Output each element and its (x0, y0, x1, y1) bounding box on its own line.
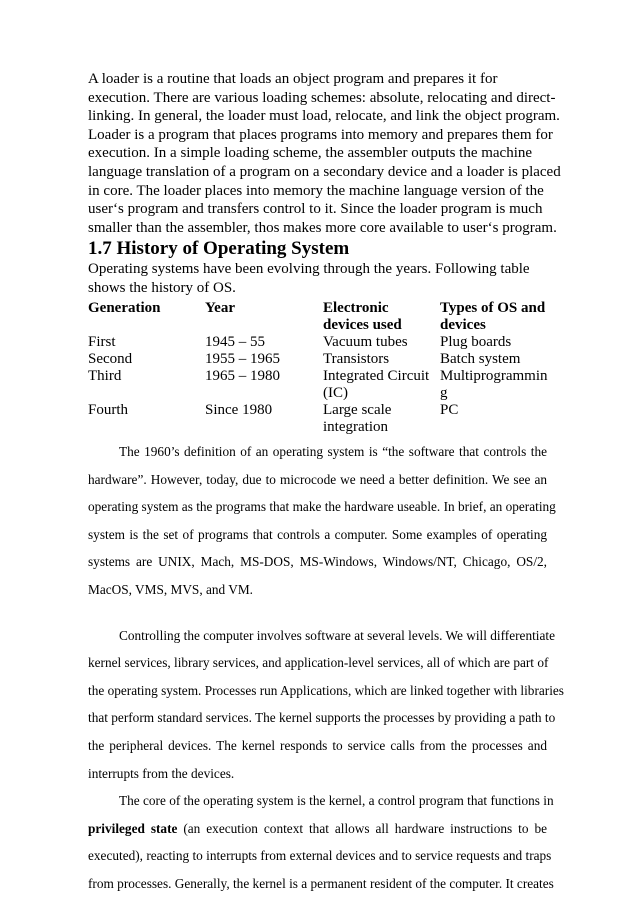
para1-line: The 1960’s definition of an operating system is “the software that controls the (119, 444, 547, 459)
para1-line: MacOS, VMS, MVS, and VM. (88, 581, 254, 597)
upper-text-block (88, 70, 561, 435)
table-cell-device: Vacuum tubes (323, 333, 408, 350)
history-line: shows the history of OS. (88, 279, 236, 296)
lower-text-block (88, 438, 564, 898)
table-cell-device: Transistors (323, 350, 390, 367)
para1-line: system is the set of programs that controls a computer. Some examples of operating (88, 526, 547, 542)
intro-line: linking. In general, the loader must load, relocate, and link the object program. (88, 108, 560, 125)
table-header-electronic: Electronic (323, 299, 389, 316)
table-cell-generation: First (88, 333, 116, 350)
table-cell-os: PC (440, 401, 459, 418)
intro-line: language translation of a program on a secondary device and a loader is placed (88, 163, 561, 180)
para1-line: systems are UNIX, Mach, MS-DOS, MS-Windows, Windows/NT, Chicago, OS/2, (88, 554, 547, 570)
section-heading: 1.7 History of Operating System (88, 238, 350, 260)
para1-line: operating system as the programs that make the hardware useable. In brief, an operating (88, 499, 556, 515)
intro-line: execution. There are various loading schemes: absolute, relocating and direct- (88, 89, 556, 106)
table-cell-os: Batch system (440, 350, 521, 367)
para3-line (88, 815, 547, 843)
table-cell-device-2: (IC) (323, 384, 348, 401)
table-cell-os-2: g (440, 384, 448, 401)
table-header-types: Types of OS and (440, 299, 546, 316)
intro-line: in core. The loader places into memory the machine language version of the (88, 182, 544, 199)
paragraph-gap (88, 604, 547, 622)
intro-line: smaller than the assembler, thos makes more core available to user‘s program. (88, 219, 557, 236)
history-line: Operating systems have been evolving through the years. Following table (88, 261, 530, 278)
table-cell-generation: Second (88, 350, 133, 367)
table-cell-os: Plug boards (440, 333, 512, 350)
para2-line: that perform standard services. The kernel supports the processes by providing a path to (88, 710, 556, 726)
para2-line: the peripheral devices. The kernel responds to service calls from the processes and (88, 737, 547, 753)
table-cell-os: Multiprogrammin (440, 367, 548, 384)
table-cell-device: Large scale (323, 401, 392, 418)
para2-line: kernel services, library services, and application-level services, all of which are part of (88, 655, 549, 671)
table-cell-device: Integrated Circuit (323, 367, 430, 384)
bold-term: privileged state (88, 820, 178, 836)
table-header-electronic-2: devices used (323, 316, 402, 333)
table-cell-year: 1945 – 55 (205, 333, 265, 350)
table-cell-year: 1955 – 1965 (205, 350, 280, 367)
para3-line: The core of the operating system is the kernel, a control program that functions in (119, 793, 554, 809)
para3-line: executed), reacting to interrupts from external devices and to service requests and traps (88, 848, 552, 864)
para2-line: the operating system. Processes run Applications, which are linked together with libraries (88, 682, 564, 698)
table-cell-generation: Third (88, 367, 122, 384)
intro-line: execution. In a simple loading scheme, the assembler outputs the machine (88, 145, 533, 162)
para1-line: hardware”. However, today, due to microcode we need a better definition. We see an (88, 471, 547, 487)
table-cell-generation: Fourth (88, 401, 129, 418)
intro-line: Loader is a program that places programs into memory and prepares them for (88, 126, 553, 143)
os-history-table (88, 298, 558, 435)
para3-line-rest: (an execution context that allows all hardware instructions to be (177, 820, 547, 836)
table-cell-year: Since 1980 (205, 401, 273, 418)
table-header-generation: Generation (88, 299, 161, 316)
intro-line: user‘s program and transfers control to it. Since the loader program is much (88, 201, 543, 218)
table-header-year: Year (205, 299, 235, 316)
table-cell-year: 1965 – 1980 (205, 367, 280, 384)
table-cell-device-2: integration (323, 418, 388, 435)
para2-line: interrupts from the devices. (88, 765, 235, 781)
table-header-types-2: devices (440, 316, 486, 333)
para2-line: Controlling the computer involves software at several levels. We will differentiate (119, 627, 555, 643)
para3-line: from processes. Generally, the kernel is a permanent resident of the computer. It creates (88, 875, 554, 891)
intro-line: A loader is a routine that loads an object program and prepares it for (88, 71, 498, 87)
